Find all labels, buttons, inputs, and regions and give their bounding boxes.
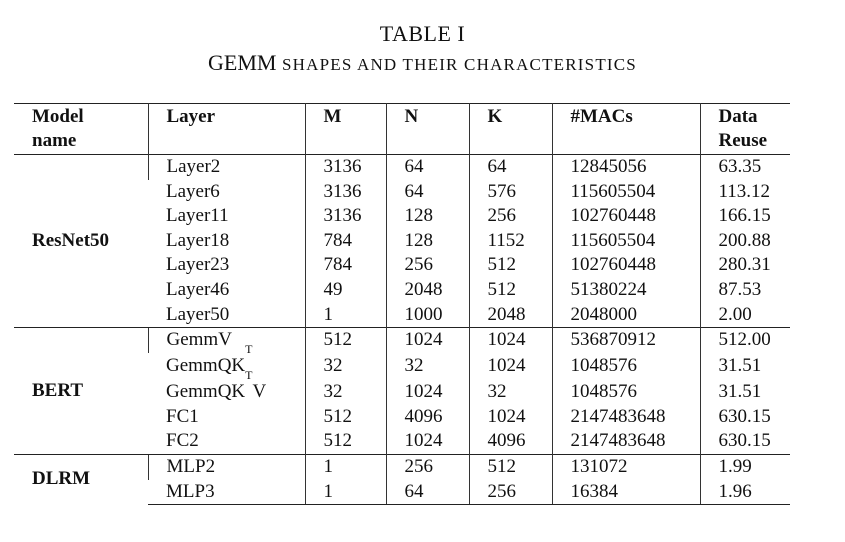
layer-name: MLP3 bbox=[166, 480, 215, 502]
reuse-cell: 512.00 bbox=[700, 328, 790, 353]
header-row bbox=[14, 104, 790, 155]
reuse-cell: 113.12 bbox=[700, 180, 790, 205]
layer-name: Layer11 bbox=[166, 205, 229, 227]
header-n: N bbox=[386, 104, 469, 155]
layer-name: Layer6 bbox=[166, 180, 220, 202]
layer-name: FC1 bbox=[166, 405, 199, 427]
reuse-cell: 31.51 bbox=[700, 379, 790, 405]
table-header bbox=[14, 104, 790, 155]
m-cell: 32 bbox=[305, 379, 386, 405]
layer-name: Layer18 bbox=[166, 229, 230, 251]
layer-cell bbox=[148, 454, 305, 479]
header-data-reuse bbox=[700, 104, 790, 155]
m-cell: 512 bbox=[305, 405, 386, 430]
k-cell: 1152 bbox=[469, 229, 552, 254]
n-cell: 4096 bbox=[386, 405, 469, 430]
table-row bbox=[14, 454, 790, 479]
k-cell: 512 bbox=[469, 253, 552, 278]
macs-cell: 102760448 bbox=[552, 253, 700, 278]
layer-name: GemmV bbox=[166, 329, 232, 351]
macs-cell: 2147483648 bbox=[552, 429, 700, 454]
layer-cell bbox=[148, 303, 305, 328]
header-m: M bbox=[305, 104, 386, 155]
header-model-line2: name bbox=[32, 130, 77, 151]
layer-superscript: T bbox=[245, 367, 253, 382]
header-reuse-line1: Data bbox=[718, 106, 758, 127]
header-layer: Layer bbox=[148, 104, 305, 155]
gemm-shapes-table bbox=[14, 103, 790, 505]
reuse-cell: 87.53 bbox=[700, 278, 790, 303]
n-cell: 64 bbox=[386, 180, 469, 205]
reuse-cell: 63.35 bbox=[700, 155, 790, 180]
macs-cell: 102760448 bbox=[552, 204, 700, 229]
n-cell: 128 bbox=[386, 229, 469, 254]
layer-superscript: T bbox=[245, 341, 253, 356]
macs-cell: 131072 bbox=[552, 454, 700, 479]
k-cell: 2048 bbox=[469, 303, 552, 328]
layer-cell bbox=[148, 328, 305, 353]
macs-cell: 2147483648 bbox=[552, 405, 700, 430]
layer-cell bbox=[148, 367, 305, 405]
header-model-line1: Model bbox=[32, 106, 84, 127]
layer-cell bbox=[148, 341, 305, 379]
macs-cell: 51380224 bbox=[552, 278, 700, 303]
m-cell: 784 bbox=[305, 229, 386, 254]
caption-rest: SHAPES AND THEIR CHARACTERISTICS bbox=[281, 55, 637, 74]
m-cell: 512 bbox=[305, 328, 386, 353]
layer-name: GemmQK bbox=[166, 380, 246, 402]
table-group-resnet50 bbox=[14, 155, 790, 328]
table-row bbox=[14, 155, 790, 180]
k-cell: 1024 bbox=[469, 353, 552, 379]
k-cell: 256 bbox=[469, 480, 552, 505]
m-cell: 3136 bbox=[305, 180, 386, 205]
layer-cell bbox=[148, 180, 305, 205]
layer-cell bbox=[148, 480, 305, 505]
layer-name: Layer50 bbox=[166, 303, 230, 325]
table-number: TABLE I bbox=[379, 21, 466, 46]
layer-cell bbox=[148, 204, 305, 229]
header-reuse-line2: Reuse bbox=[718, 130, 768, 151]
n-cell: 1000 bbox=[386, 303, 469, 328]
macs-cell: 12845056 bbox=[552, 155, 700, 180]
n-cell: 256 bbox=[386, 454, 469, 479]
reuse-cell: 200.88 bbox=[700, 229, 790, 254]
k-cell: 1024 bbox=[469, 328, 552, 353]
macs-cell: 1048576 bbox=[552, 353, 700, 379]
n-cell: 1024 bbox=[386, 379, 469, 405]
layer-cell bbox=[148, 253, 305, 278]
n-cell: 64 bbox=[386, 155, 469, 180]
layer-name: Layer23 bbox=[166, 254, 230, 276]
layer-name: Layer46 bbox=[166, 278, 230, 300]
reuse-cell: 630.15 bbox=[700, 405, 790, 430]
k-cell: 32 bbox=[469, 379, 552, 405]
reuse-cell: 1.99 bbox=[700, 454, 790, 479]
macs-cell: 2048000 bbox=[552, 303, 700, 328]
model-name-cell: ResNet50 bbox=[14, 155, 148, 328]
macs-cell: 1048576 bbox=[552, 379, 700, 405]
reuse-cell: 1.96 bbox=[700, 480, 790, 505]
k-cell: 64 bbox=[469, 155, 552, 180]
layer-name: MLP2 bbox=[166, 455, 216, 477]
layer-cell bbox=[148, 405, 305, 430]
macs-cell: 16384 bbox=[552, 480, 700, 505]
n-cell: 256 bbox=[386, 253, 469, 278]
k-cell: 576 bbox=[469, 180, 552, 205]
reuse-cell: 2.00 bbox=[700, 303, 790, 328]
layer-name: GemmQK bbox=[166, 354, 246, 376]
m-cell: 3136 bbox=[305, 204, 386, 229]
layer-suffix: V bbox=[252, 380, 267, 402]
macs-cell: 115605504 bbox=[552, 229, 700, 254]
n-cell: 32 bbox=[386, 353, 469, 379]
m-cell: 3136 bbox=[305, 155, 386, 180]
m-cell: 1 bbox=[305, 454, 386, 479]
table-caption bbox=[0, 48, 845, 80]
header-macs: #MACs bbox=[552, 104, 700, 155]
reuse-cell: 31.51 bbox=[700, 353, 790, 379]
k-cell: 512 bbox=[469, 454, 552, 479]
m-cell: 32 bbox=[305, 353, 386, 379]
table-row bbox=[14, 328, 790, 353]
reuse-cell: 630.15 bbox=[700, 429, 790, 454]
n-cell: 1024 bbox=[386, 328, 469, 353]
layer-name: FC2 bbox=[166, 430, 199, 452]
k-cell: 1024 bbox=[469, 405, 552, 430]
table-group-dlrm bbox=[14, 454, 790, 504]
layer-cell bbox=[148, 429, 305, 454]
macs-cell: 536870912 bbox=[552, 328, 700, 353]
layer-cell bbox=[148, 229, 305, 254]
layer-name: Layer2 bbox=[166, 156, 221, 177]
reuse-cell: 166.15 bbox=[700, 204, 790, 229]
macs-cell: 115605504 bbox=[552, 180, 700, 205]
m-cell: 784 bbox=[305, 253, 386, 278]
reuse-cell: 280.31 bbox=[700, 253, 790, 278]
n-cell: 128 bbox=[386, 204, 469, 229]
layer-cell bbox=[148, 278, 305, 303]
header-k: K bbox=[469, 104, 552, 155]
n-cell: 64 bbox=[386, 480, 469, 505]
m-cell: 1 bbox=[305, 303, 386, 328]
n-cell: 2048 bbox=[386, 278, 469, 303]
model-name-cell: BERT bbox=[14, 328, 148, 455]
k-cell: 256 bbox=[469, 204, 552, 229]
m-cell: 1 bbox=[305, 480, 386, 505]
header-model-name bbox=[14, 104, 148, 155]
model-name-cell: DLRM bbox=[14, 454, 148, 504]
n-cell: 1024 bbox=[386, 429, 469, 454]
layer-cell bbox=[148, 155, 305, 180]
m-cell: 49 bbox=[305, 278, 386, 303]
k-cell: 4096 bbox=[469, 429, 552, 454]
k-cell: 512 bbox=[469, 278, 552, 303]
m-cell: 512 bbox=[305, 429, 386, 454]
table-group-bert bbox=[14, 328, 790, 455]
caption-lead: GEMM bbox=[208, 50, 277, 75]
